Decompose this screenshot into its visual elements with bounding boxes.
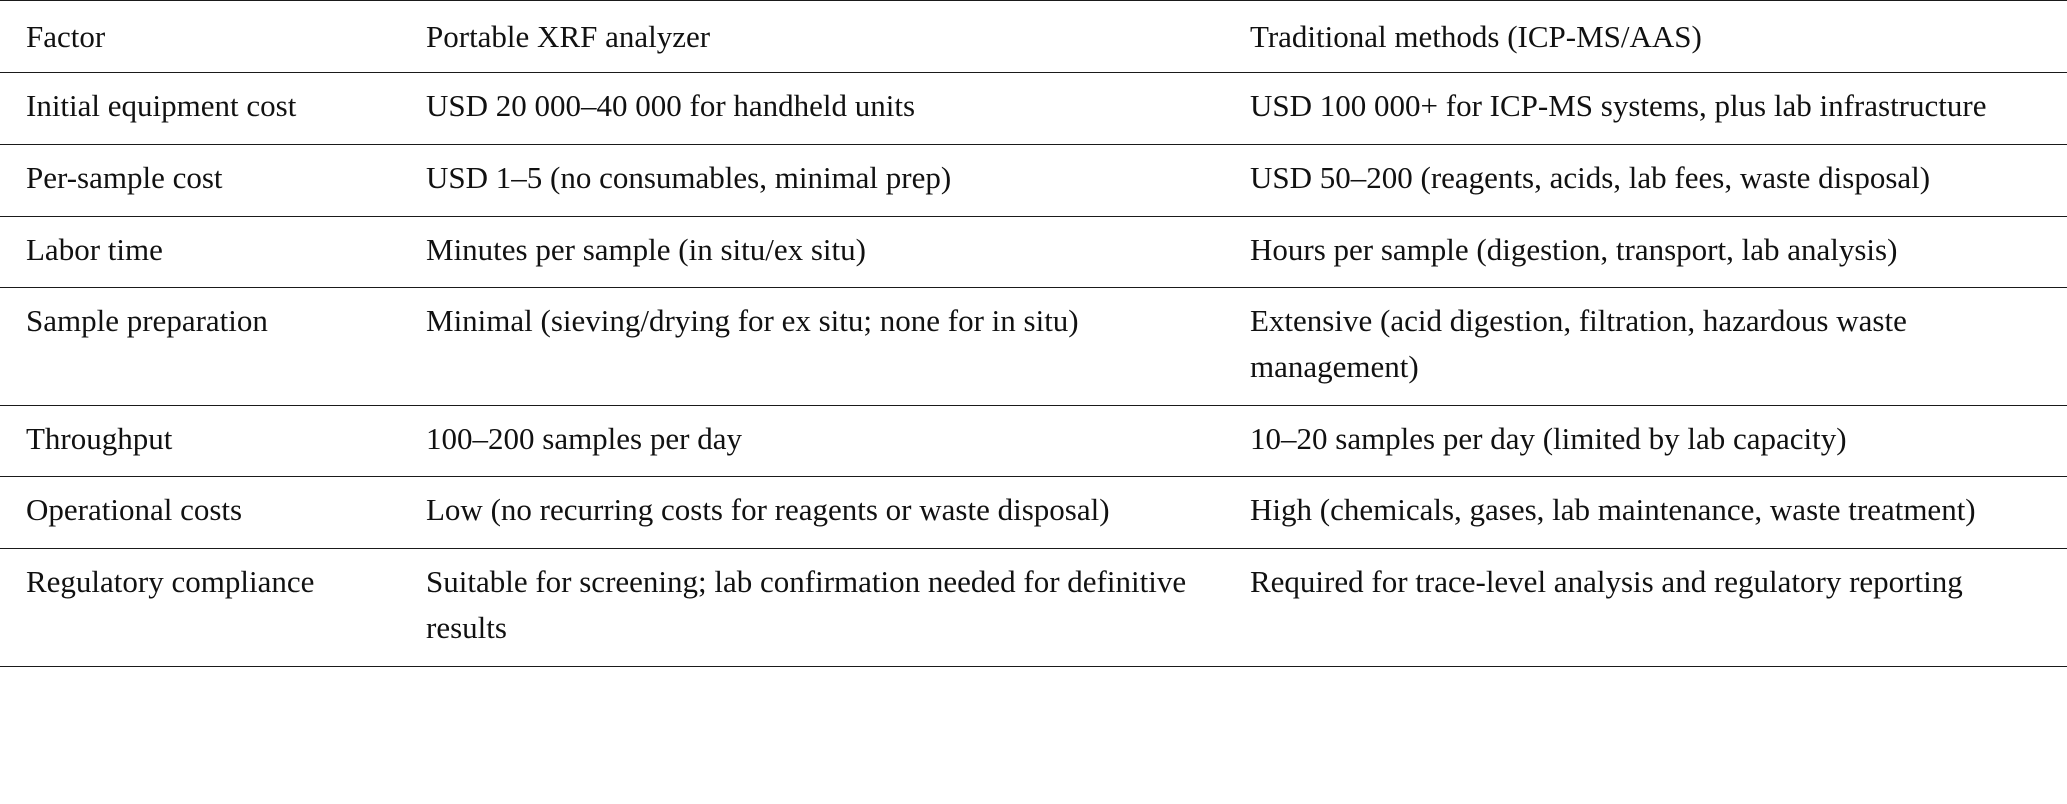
row-factor-cell: Per-sample cost <box>0 145 400 217</box>
table-row <box>0 477 2067 549</box>
table-row <box>0 145 2067 217</box>
table-row <box>0 406 2067 477</box>
row-xrf-cell: USD 1–5 (no consumables, minimal prep) <box>400 145 1224 217</box>
row-xrf-cell: 100–200 samples per day <box>400 406 1224 477</box>
row-xrf-cell: Minimal (sieving/drying for ex situ; none for in situ) <box>400 288 1224 406</box>
row-traditional-cell: Required for trace-level analysis and regulatory reporting <box>1224 549 2067 667</box>
row-xrf-cell: Minutes per sample (in situ/ex situ) <box>400 217 1224 288</box>
header-portable-xrf: Portable XRF analyzer <box>400 1 1224 73</box>
table-header <box>0 1 2067 73</box>
table-row <box>0 217 2067 288</box>
row-factor-cell: Throughput <box>0 406 400 477</box>
row-traditional-cell: Hours per sample (digestion, transport, lab analysis) <box>1224 217 2067 288</box>
row-factor-cell: Initial equipment cost <box>0 73 400 145</box>
table-row <box>0 549 2067 667</box>
row-traditional-cell: High (chemicals, gases, lab maintenance, waste treatment) <box>1224 477 2067 549</box>
row-traditional-cell: USD 100 000+ for ICP-MS systems, plus lab infrastructure <box>1224 73 2067 145</box>
row-factor-cell: Operational costs <box>0 477 400 549</box>
row-xrf-cell: USD 20 000–40 000 for handheld units <box>400 73 1224 145</box>
row-traditional-cell: 10–20 samples per day (limited by lab capacity) <box>1224 406 2067 477</box>
row-traditional-cell: USD 50–200 (reagents, acids, lab fees, waste disposal) <box>1224 145 2067 217</box>
table-body <box>0 73 2067 667</box>
header-factor: Factor <box>0 1 400 73</box>
row-xrf-cell: Suitable for screening; lab confirmation needed for definitive results <box>400 549 1224 667</box>
table-row <box>0 73 2067 145</box>
row-xrf-cell: Low (no recurring costs for reagents or waste disposal) <box>400 477 1224 549</box>
row-factor-cell: Sample preparation <box>0 288 400 406</box>
header-traditional-methods: Traditional methods (ICP-MS/AAS) <box>1224 1 2067 73</box>
row-factor-cell: Labor time <box>0 217 400 288</box>
table-row <box>0 288 2067 406</box>
header-row <box>0 1 2067 73</box>
row-factor-cell: Regulatory compliance <box>0 549 400 667</box>
row-traditional-cell: Extensive (acid digestion, filtration, hazardous waste management) <box>1224 288 2067 406</box>
